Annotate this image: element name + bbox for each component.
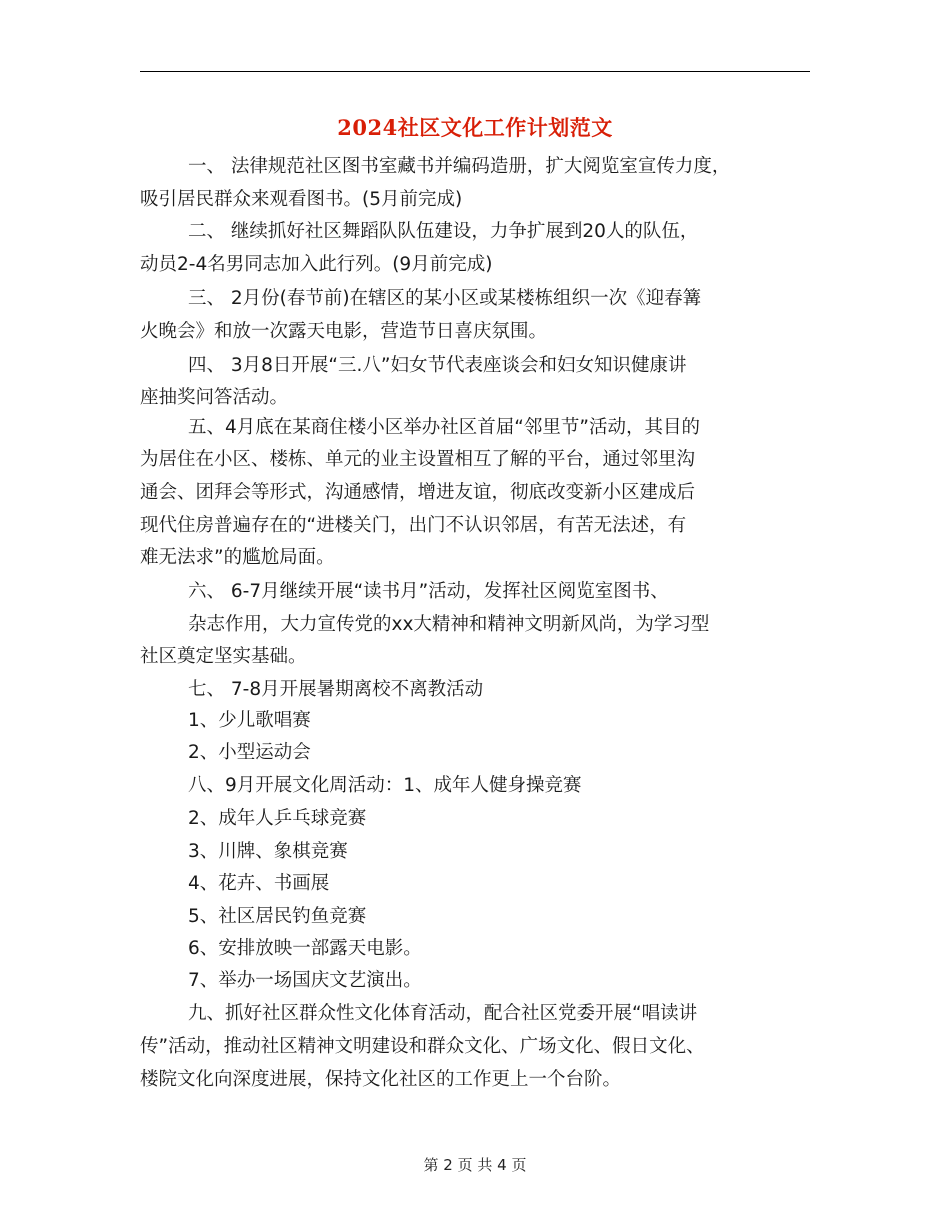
paragraph-line: 为居住在小区、楼栋、单元的业主设置相互了解的平台，通过邻里沟 [140, 449, 696, 470]
paragraph-line: 五、4月底在某商住楼小区举办社区首届“邻里节”活动，其目的 [188, 417, 700, 438]
paragraph-line: 现代住房普遍存在的“进楼关门，出门不认识邻居，有苦无法述，有 [140, 515, 687, 536]
page-number-footer: 第 2 页 共 4 页 [423, 1156, 527, 1174]
paragraph-line: 杂志作用，大力宣传党的xx大精神和精神文明新风尚，为学习型 [188, 614, 710, 635]
document-title: 2024社区文化工作计划范文 [337, 115, 613, 140]
list-item: 2、成年人乒乓球竞赛 [188, 808, 367, 829]
paragraph-line: 吸引居民群众来观看图书。(5月前完成) [140, 189, 463, 210]
paragraph-line: 八、9月开展文化周活动：1、成年人健身操竞赛 [188, 775, 582, 796]
paragraph-line: 七、 7-8月开展暑期离校不离教活动 [188, 679, 484, 700]
paragraph-line: 通会、团拜会等形式，沟通感情，增进友谊，彻底改变新小区建成后 [140, 482, 696, 503]
paragraph-line: 三、 2月份(春节前)在辖区的某小区或某楼栋组织一次《迎春篝 [188, 288, 702, 309]
list-item: 4、花卉、书画展 [188, 873, 330, 894]
paragraph-line: 六、 6-7月继续开展“读书月”活动，发挥社区阅览室图书、 [188, 581, 669, 602]
paragraph-line: 九、抓好社区群众性文化体育活动，配合社区党委开展“唱读讲 [188, 1003, 698, 1024]
paragraph-line: 楼院文化向深度进展，保持文化社区的工作更上一个台阶。 [140, 1069, 622, 1090]
list-item: 1、少儿歌唱赛 [188, 710, 311, 731]
list-item: 6、安排放映一部露天电影。 [188, 938, 422, 959]
paragraph-line: 传”活动，推动社区精神文明建设和群众文化、广场文化、假日文化、 [140, 1036, 705, 1057]
paragraph-line: 难无法求”的尴尬局面。 [140, 547, 335, 568]
list-item: 2、小型运动会 [188, 742, 311, 763]
paragraph-line: 座抽奖问答活动。 [140, 387, 289, 408]
header-rule [140, 71, 810, 72]
paragraph-line: 动员2-4名男同志加入此行列。(9月前完成) [140, 254, 493, 275]
list-item: 7、举办一场国庆文艺演出。 [188, 970, 422, 991]
paragraph-line: 火晚会》和放一次露天电影，营造节日喜庆氛围。 [140, 321, 548, 342]
paragraph-line: 社区奠定坚实基础。 [140, 646, 307, 667]
paragraph-line: 四、 3月8日开展“三.八”妇女节代表座谈会和妇女知识健康讲 [188, 355, 687, 376]
list-item: 3、川牌、象棋竞赛 [188, 841, 348, 862]
paragraph-line: 一、 法律规范社区图书室藏书并编码造册，扩大阅览室宣传力度， [188, 156, 731, 177]
list-item: 5、社区居民钓鱼竞赛 [188, 906, 367, 927]
paragraph-line: 二、 继续抓好社区舞蹈队队伍建设，力争扩展到20人的队伍， [188, 221, 699, 242]
